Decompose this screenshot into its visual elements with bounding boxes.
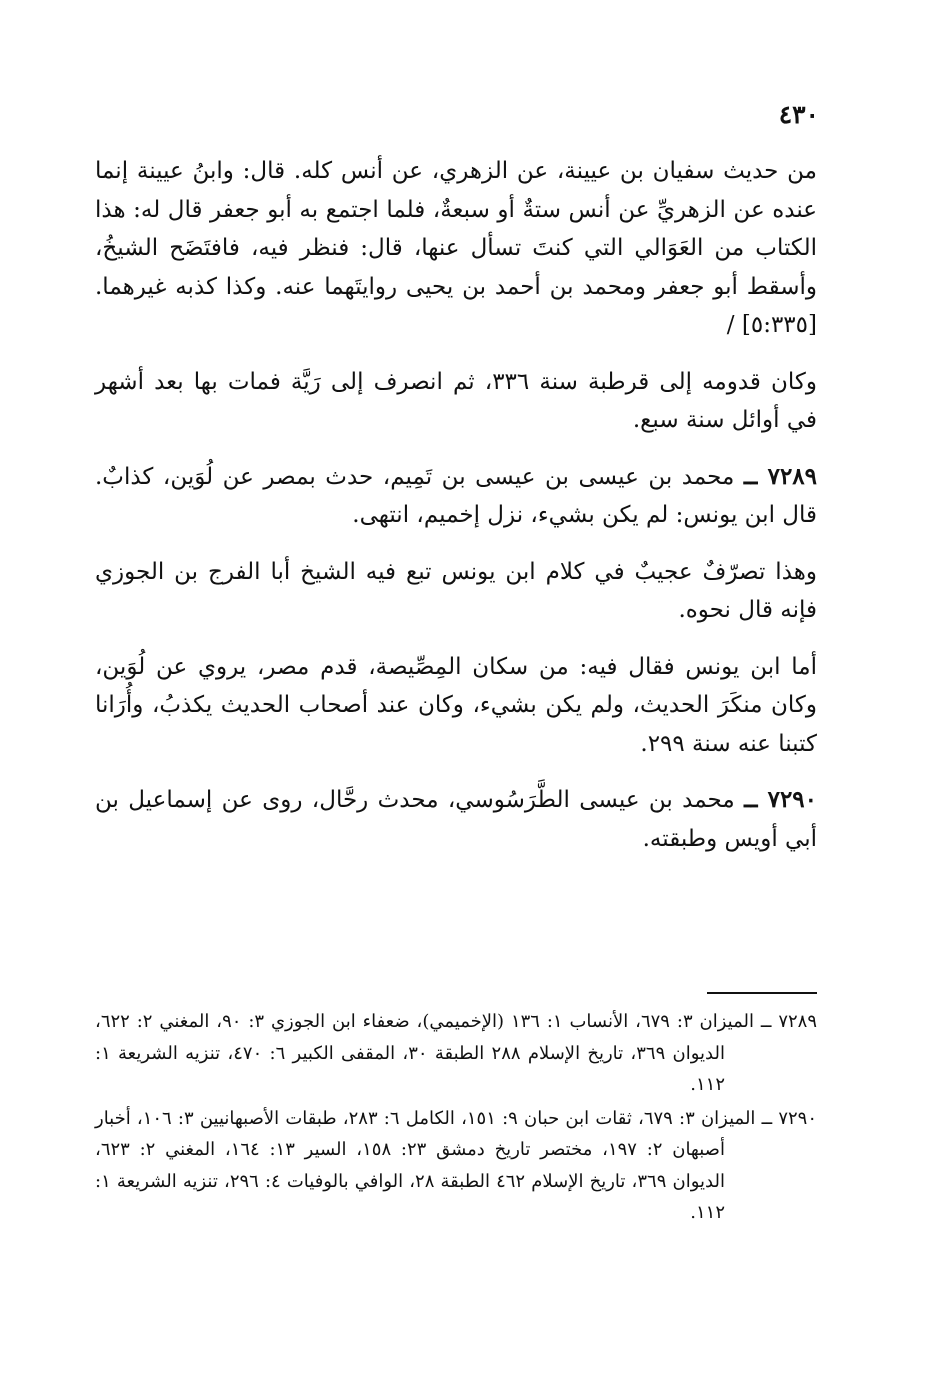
entry-7289-text: محمد بن عيسى بن عيسى بن تَمِيم، حدث بمصر عن لُوَين، كذابٌ. قال ابن يونس: لم يكن بشيء، نزل إخميم، انتهى.	[95, 463, 817, 528]
footnote-divider	[707, 992, 817, 994]
footnote-7289-text: الميزان ٣: ٦٧٩، الأنساب ١: ١٣٦ (الإخميمي)، ضعفاء ابن الجوزي ٣: ٩٠، المغني ٢: ٦٢٢، الديوان ٣٦٩، تاريخ الإسلام ٢٨٨ الطبقة ٣٠، المقفى الكبير ٦: ٤٧٠، تنزيه الشريعة ١: ١١٢.	[95, 1011, 754, 1095]
main-text	[95, 152, 817, 876]
footnote-7289-number: ٧٢٨٩ ــ	[760, 1011, 817, 1032]
entry-7290-number: ٧٢٩٠ ــ	[744, 786, 818, 813]
footnote-7289	[95, 1006, 817, 1101]
entry-7289-number: ٧٢٨٩ ــ	[743, 462, 818, 490]
paragraph-3: وهذا تصرّفٌ عجيبٌ في كلام ابن يونس تبع فيه الشيخ أبا الفرج بن الجوزي فإنه قال نحوه.	[95, 558, 817, 623]
entry-7290	[95, 781, 817, 858]
footnote-7290-number: ٧٢٩٠ ــ	[761, 1107, 817, 1129]
paragraph-2: وكان قدومه إلى قرطبة سنة ٣٣٦، ثم انصرف إلى رَيَّة فمات بها بعد أشهر في أوائل سنة سبع.	[95, 368, 817, 433]
footnote-7290-text: الميزان ٣: ٦٧٩، ثقات ابن حبان ٩: ١٥١، الكامل ٦: ٢٨٣، طبقات الأصبهانيين ٣: ١٠٦، أخبار أصبهان ٢: ١٩٧، مختصر تاريخ دمشق ٢٣: ١٥٨، السير ١٣: ١٦٤، المغني ٢: ٦٢٣، الديوان ٣٦٩، تاريخ الإسلام ٤٦٢ الطبقة ٢٨، الوافي بالوفيات ٤: ٢٩٦، تنزيه الشريعة ١: ١١٢.	[95, 1107, 756, 1223]
page-reference: [٥:٣٣٥] /	[726, 312, 817, 338]
paragraph-1-text: من حديث سفيان بن عيينة، عن الزهري، عن أنس كله. قال: وابنُ عيينة إنما عنده عن الزهريِّ عن أنس ستةٌ أو سبعةٌ، فلما اجتمع به أبو جعفر قال له: هذا الكتاب من العَوَالي التي كنتَ تسأل عنها، قال: فنظر فيه، فافتَضَح الشيخُ، وأسقط أبو جعفر ومحمد بن أحمد بن يحيى روايتَهما عنه. وكذا كذبه غيرهما.	[95, 158, 817, 300]
paragraph-4: أما ابن يونس فقال فيه: من سكان المِصِّيصة، قدم مصر، يروي عن لُوَين، وكان منكَرَ الحديث، ولم يكن بشيء، وكان عند أصحاب الحديث يكذبُ، وأُرَانا كتبنا عنه سنة ٢٩٩.	[95, 653, 817, 757]
entry-7290-text: محمد بن عيسى الطَّرَسُوسي، محدث رحَّال، روى عن إسماعيل بن أبي أويس وطبقته.	[95, 787, 817, 852]
paragraph-1	[95, 152, 817, 345]
page-number: ٤٣٠	[778, 100, 819, 129]
entry-7289	[95, 458, 817, 535]
footnotes	[95, 1006, 817, 1231]
footnote-7290	[95, 1103, 817, 1229]
